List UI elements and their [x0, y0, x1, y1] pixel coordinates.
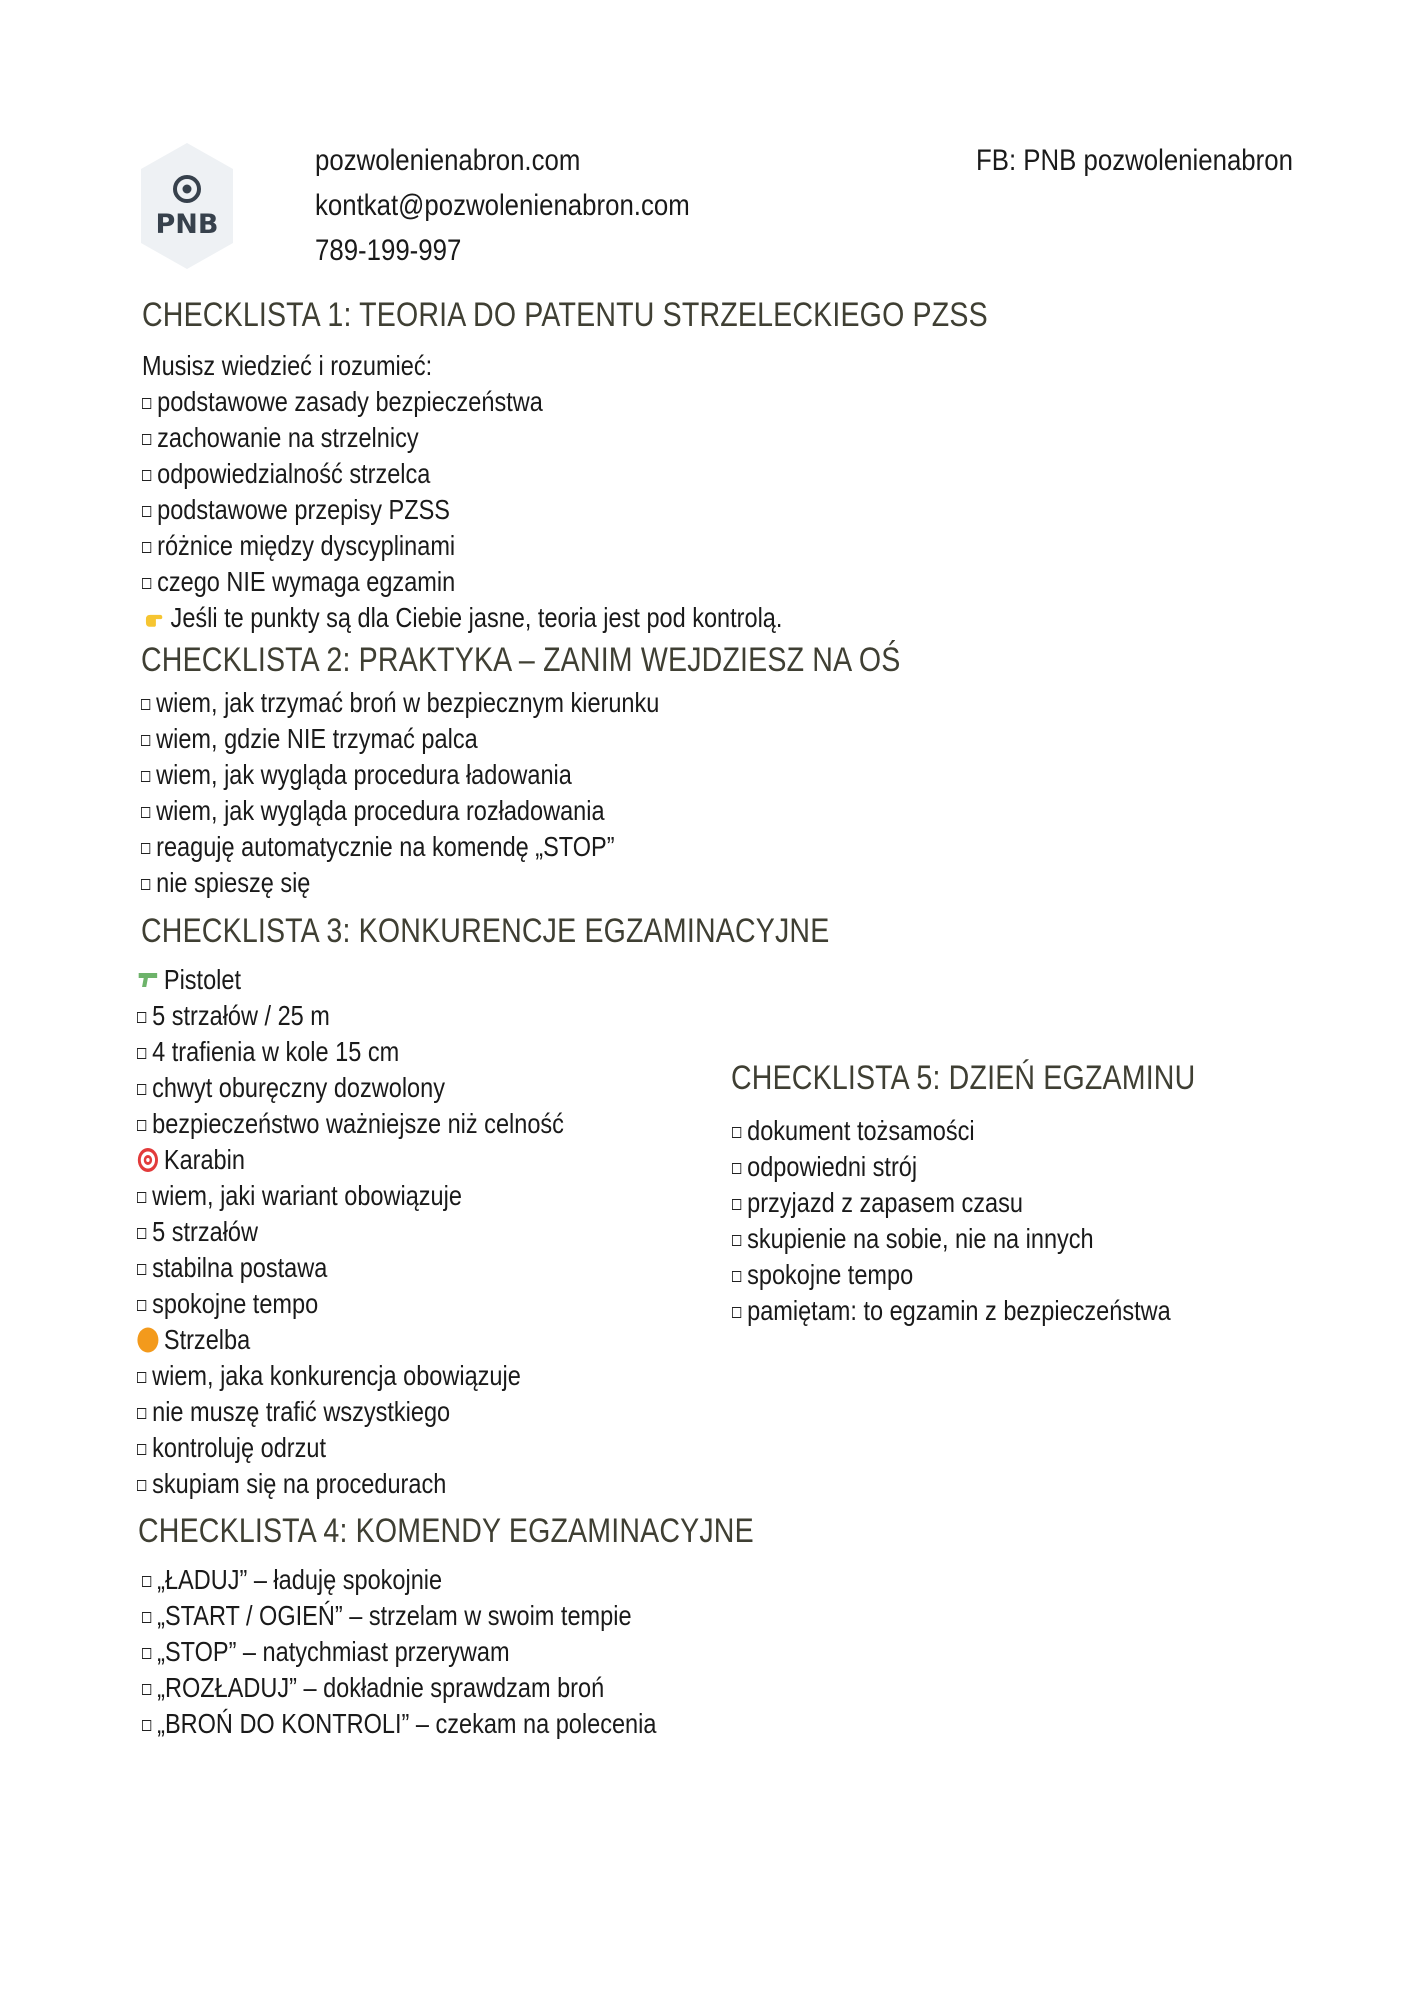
checklist4-list — [142, 1562, 754, 1742]
list-item[interactable]: odpowiedni strój — [732, 1149, 1171, 1185]
checkbox-icon[interactable] — [142, 1720, 151, 1731]
list-item[interactable]: odpowiedzialność strzelca — [142, 456, 782, 492]
list-item[interactable]: przyjazd z zapasem czasu — [732, 1185, 1171, 1221]
checkbox-icon[interactable] — [732, 1271, 741, 1282]
checkbox-icon[interactable] — [141, 879, 150, 890]
checkbox-icon[interactable] — [142, 1576, 151, 1587]
list-item[interactable]: czego NIE wymaga egzamin — [142, 564, 782, 600]
list-item[interactable]: skupiam się na procedurach — [137, 1466, 564, 1502]
list-item[interactable]: spokojne tempo — [732, 1257, 1171, 1293]
logo-text: PNB — [155, 209, 219, 240]
list-item[interactable]: „BROŃ DO KONTROLI” – czekam na polecenia — [142, 1706, 656, 1742]
checkbox-icon[interactable] — [732, 1235, 741, 1246]
checklist3-list — [137, 962, 645, 1502]
list-item[interactable]: 5 strzałów — [137, 1214, 564, 1250]
checklist4-title: CHECKLISTA 4: KOMENDY EGZAMINACYJNE — [138, 1512, 754, 1550]
checkbox-icon[interactable] — [732, 1163, 741, 1174]
checkbox-icon[interactable] — [142, 578, 151, 589]
checkbox-icon[interactable] — [137, 1480, 146, 1491]
list-item[interactable]: podstawowe zasady bezpieczeństwa — [142, 384, 782, 420]
list-item[interactable]: wiem, gdzie NIE trzymać palca — [141, 721, 659, 757]
checkbox-icon[interactable] — [137, 1012, 146, 1023]
checklist5-list — [732, 1113, 1254, 1329]
checkbox-icon[interactable] — [141, 699, 150, 710]
checkbox-icon[interactable] — [732, 1127, 741, 1138]
list-item[interactable]: dokument tożsamości — [732, 1113, 1171, 1149]
checkbox-icon[interactable] — [137, 1084, 146, 1095]
list-item[interactable]: 4 trafienia w kole 15 cm — [137, 1034, 564, 1070]
list-item[interactable]: „STOP” – natychmiast przerywam — [142, 1634, 656, 1670]
checkbox-icon[interactable] — [137, 1372, 146, 1383]
list-item[interactable]: różnice między dyscyplinami — [142, 528, 782, 564]
phone-number: 789-199-997 — [315, 234, 462, 267]
list-item[interactable]: „START / OGIEŃ” – strzelam w swoim tempie — [142, 1598, 656, 1634]
checkbox-icon[interactable] — [142, 1612, 151, 1623]
list-item[interactable]: „ŁADUJ” – ładuję spokojnie — [142, 1562, 656, 1598]
email-link[interactable]: kontkat@pozwolenienabron.com — [315, 189, 690, 222]
list-item[interactable]: wiem, jak wygląda procedura rozładowania — [141, 793, 659, 829]
checkbox-icon[interactable] — [142, 506, 151, 517]
list-item[interactable]: pamiętam: to egzamin z bezpieczeństwa — [732, 1293, 1171, 1329]
checklist3-title: CHECKLISTA 3: KONKURENCJE EGZAMINACYJNE — [141, 912, 830, 950]
checklist1-note: Jeśli te punkty są dla Ciebie jasne, teoria jest pod kontrolą. — [142, 600, 782, 636]
pistol-label: Pistolet — [137, 962, 564, 998]
checkbox-icon[interactable] — [137, 1228, 146, 1239]
checklist5-title: CHECKLISTA 5: DZIEŃ EGZAMINU — [731, 1059, 1196, 1097]
list-item[interactable]: chwyt oburęczny dozwolony — [137, 1070, 564, 1106]
pistol-icon — [137, 967, 159, 993]
list-item[interactable]: kontroluję odrzut — [137, 1430, 564, 1466]
list-item[interactable]: wiem, jak wygląda procedura ładowania — [141, 757, 659, 793]
checkbox-icon[interactable] — [137, 1444, 146, 1455]
list-item[interactable]: bezpieczeństwo ważniejsze niż celność — [137, 1106, 564, 1142]
list-item[interactable]: spokojne tempo — [137, 1286, 564, 1322]
list-item[interactable]: „ROZŁADUJ” – dokładnie sprawdzam broń — [142, 1670, 656, 1706]
website-link[interactable]: pozwolenienabron.com — [315, 144, 581, 177]
checkbox-icon[interactable] — [137, 1120, 146, 1131]
list-item[interactable]: podstawowe przepisy PZSS — [142, 492, 782, 528]
checklist2-title: CHECKLISTA 2: PRAKTYKA – ZANIM WEJDZIESZ NA OŚ — [141, 641, 901, 679]
checkbox-icon[interactable] — [137, 1192, 146, 1203]
checkbox-icon[interactable] — [137, 1300, 146, 1311]
target-icon — [137, 1147, 159, 1173]
orange-circle-icon — [137, 1327, 159, 1353]
checkbox-icon[interactable] — [142, 434, 151, 445]
checkbox-icon[interactable] — [142, 1648, 151, 1659]
list-item[interactable]: reaguję automatycznie na komendę „STOP” — [141, 829, 659, 865]
rifle-label: Karabin — [137, 1142, 564, 1178]
list-item[interactable]: zachowanie na strzelnicy — [142, 420, 782, 456]
shotgun-label: Strzelba — [137, 1322, 564, 1358]
list-item[interactable]: wiem, jak trzymać broń w bezpiecznym kierunku — [141, 685, 659, 721]
checklist1-intro: Musisz wiedzieć i rozumieć: — [142, 350, 433, 381]
checkbox-icon[interactable] — [137, 1264, 146, 1275]
checkbox-icon[interactable] — [142, 1684, 151, 1695]
list-item[interactable]: 5 strzałów / 25 m — [137, 998, 564, 1034]
list-item[interactable]: wiem, jaka konkurencja obowiązuje — [137, 1358, 564, 1394]
checkbox-icon[interactable] — [142, 542, 151, 553]
checkbox-icon[interactable] — [141, 735, 150, 746]
list-item[interactable]: stabilna postawa — [137, 1250, 564, 1286]
checkbox-icon[interactable] — [142, 398, 151, 409]
checkbox-icon[interactable] — [137, 1408, 146, 1419]
checkbox-icon[interactable] — [732, 1307, 741, 1318]
list-item[interactable]: wiem, jaki wariant obowiązuje — [137, 1178, 564, 1214]
checkbox-icon[interactable] — [141, 843, 150, 854]
checkbox-icon[interactable] — [142, 470, 151, 481]
checklist1-title: CHECKLISTA 1: TEORIA DO PATENTU STRZELECKIEGO PZSS — [142, 296, 988, 334]
list-item[interactable]: nie spieszę się — [141, 865, 659, 901]
checkbox-icon[interactable] — [732, 1199, 741, 1210]
facebook-link[interactable]: FB: PNB pozwolenienabron — [976, 144, 1293, 177]
list-item[interactable]: skupienie na sobie, nie na innych — [732, 1221, 1171, 1257]
checklist1-list — [142, 348, 904, 636]
pointing-hand-icon — [142, 609, 166, 631]
list-item[interactable]: nie muszę trafić wszystkiego — [137, 1394, 564, 1430]
checkbox-icon[interactable] — [137, 1048, 146, 1059]
contact-block — [315, 138, 690, 273]
checklist2-list — [141, 685, 758, 901]
pnb-logo — [139, 141, 235, 271]
checkbox-icon[interactable] — [141, 771, 150, 782]
checkbox-icon[interactable] — [141, 807, 150, 818]
